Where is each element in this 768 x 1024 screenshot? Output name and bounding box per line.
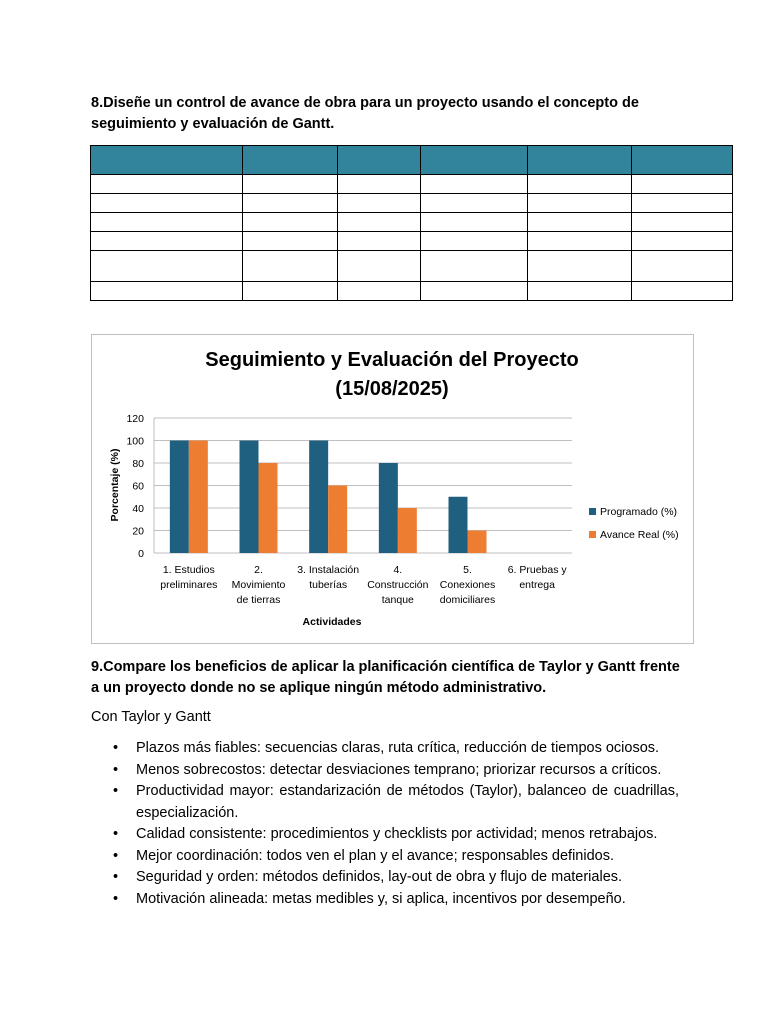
table-cell bbox=[632, 194, 733, 213]
progress-chart bbox=[91, 334, 694, 644]
header-cell bbox=[421, 146, 528, 175]
legend-label: Avance Real (%) bbox=[600, 529, 679, 541]
y-tick-label: 80 bbox=[132, 458, 144, 470]
x-tick-label-line: Movimiento bbox=[231, 579, 286, 591]
list-item bbox=[91, 760, 679, 782]
table-cell bbox=[243, 175, 338, 194]
header-cell bbox=[528, 146, 632, 175]
x-tick-label bbox=[440, 564, 495, 606]
y-tick-label: 0 bbox=[138, 548, 144, 560]
table-cell bbox=[243, 194, 338, 213]
x-tick-label-line: 5. bbox=[463, 564, 472, 576]
legend-swatch bbox=[589, 531, 596, 538]
table-cell bbox=[91, 232, 243, 251]
x-tick-label-line: Construcción bbox=[367, 579, 429, 591]
x-tick-label-line: tuberías bbox=[309, 579, 348, 591]
table-cell bbox=[528, 232, 632, 251]
bar-avance-real bbox=[468, 531, 487, 554]
table-cell bbox=[632, 251, 733, 282]
table-row bbox=[91, 194, 733, 213]
list-item bbox=[91, 867, 679, 889]
x-tick-label-line: 6. Pruebas y bbox=[507, 564, 567, 576]
chart-legend bbox=[589, 506, 679, 541]
x-tick-label-line: entrega bbox=[519, 579, 555, 591]
bar-avance-real bbox=[328, 486, 347, 554]
x-tick-label-line: 1. Estudios bbox=[162, 564, 215, 576]
bullet-icon: • bbox=[113, 761, 119, 778]
table-cell bbox=[243, 282, 338, 301]
y-tick-label: 20 bbox=[132, 525, 144, 538]
bar-avance-real bbox=[259, 463, 278, 553]
table-cell bbox=[338, 232, 421, 251]
table-cell bbox=[243, 213, 338, 232]
table-cell bbox=[528, 194, 632, 213]
table-cell bbox=[421, 194, 528, 213]
y-axis-label: Porcentaje (%) bbox=[109, 448, 121, 522]
benefits-list bbox=[91, 738, 679, 910]
list-item bbox=[91, 781, 679, 824]
y-tick-label: 100 bbox=[126, 435, 144, 448]
table-header-row bbox=[91, 146, 733, 175]
table-cell bbox=[91, 251, 243, 282]
bar-avance-real bbox=[398, 508, 417, 553]
chart-title: Seguimiento y Evaluación del Proyecto bbox=[205, 349, 579, 371]
bullet-icon: • bbox=[113, 890, 119, 907]
y-tick-label: 60 bbox=[132, 480, 144, 493]
table-cell bbox=[528, 175, 632, 194]
table-cell bbox=[421, 251, 528, 282]
table-cell bbox=[632, 282, 733, 301]
x-tick-label-line: tanque bbox=[381, 594, 414, 606]
table-row bbox=[91, 251, 733, 282]
bullet-icon: • bbox=[113, 869, 119, 885]
x-tick-label-line: 4. bbox=[393, 564, 403, 576]
header-cell bbox=[632, 146, 733, 175]
legend-swatch bbox=[589, 508, 596, 515]
legend-label: Programado (%) bbox=[600, 506, 678, 518]
table-cell bbox=[421, 175, 528, 194]
bullet-icon: • bbox=[113, 783, 119, 799]
header-cell bbox=[243, 146, 338, 175]
table-cell bbox=[338, 175, 421, 194]
x-tick-label-line: 2. bbox=[254, 564, 263, 576]
table-cell bbox=[421, 232, 528, 251]
x-tick-label bbox=[367, 564, 428, 606]
table-row bbox=[91, 232, 733, 251]
list-item bbox=[91, 846, 679, 868]
chart-svg bbox=[92, 335, 693, 643]
x-tick-label-line: Conexiones bbox=[439, 579, 496, 591]
table-cell bbox=[632, 175, 733, 194]
table-cell bbox=[338, 282, 421, 301]
table-row bbox=[91, 213, 733, 232]
list-item-text: Mejor coordinación: todos ven el plan y el avance; responsables definidos. bbox=[136, 847, 614, 864]
list-item-text: Productividad mayor: estandarización de métodos (Taylor), balanceo de cuadrillas, especialización. bbox=[136, 783, 679, 821]
bullet-icon: • bbox=[113, 847, 119, 864]
x-tick-label-line: domiciliares bbox=[439, 594, 496, 606]
x-tick-label bbox=[160, 564, 217, 591]
list-item bbox=[91, 889, 679, 911]
bullet-icon: • bbox=[113, 826, 119, 842]
bar-avance-real bbox=[189, 441, 208, 554]
table-cell bbox=[421, 213, 528, 232]
chart-gridlines bbox=[154, 418, 572, 553]
list-item bbox=[91, 738, 679, 760]
chart-subtitle: (15/08/2025) bbox=[335, 378, 449, 400]
x-tick-label bbox=[297, 564, 359, 591]
list-item-text: Motivación alineada: metas medibles y, si aplica, incentivos por desempeño. bbox=[136, 890, 626, 907]
table-cell bbox=[632, 213, 733, 232]
table-cell bbox=[421, 282, 528, 301]
table-cell bbox=[338, 251, 421, 282]
section-subtitle: Con Taylor y Gantt bbox=[91, 709, 211, 725]
table-cell bbox=[632, 232, 733, 251]
bullet-icon: • bbox=[113, 740, 119, 756]
table-cell bbox=[528, 213, 632, 232]
table-cell bbox=[528, 282, 632, 301]
table-row bbox=[91, 282, 733, 301]
header-cell bbox=[338, 146, 421, 175]
header-cell bbox=[91, 146, 243, 175]
list-item-text: Plazos más fiables: secuencias claras, ruta crítica, reducción de tiempos ociosos. bbox=[136, 740, 660, 756]
bar-programado bbox=[170, 441, 189, 554]
table-cell bbox=[338, 194, 421, 213]
list-item-text: Menos sobrecostos: detectar desviaciones temprano; priorizar recursos a críticos. bbox=[136, 761, 662, 778]
x-tick-label-line: 3. Instalación bbox=[297, 564, 360, 576]
x-tick-label-line: preliminares bbox=[160, 579, 218, 591]
bar-programado bbox=[449, 497, 468, 553]
table-cell bbox=[243, 251, 338, 282]
x-axis-label: Actividades bbox=[302, 616, 362, 628]
bar-programado bbox=[309, 441, 328, 554]
list-item-text: Seguridad y orden: métodos definidos, lay-out de obra y flujo de materiales. bbox=[136, 869, 623, 885]
table-cell bbox=[528, 251, 632, 282]
table-cell bbox=[338, 213, 421, 232]
list-item-text: Calidad consistente: procedimientos y checklists por actividad; menos retrabajos. bbox=[136, 826, 658, 842]
table-cell bbox=[243, 232, 338, 251]
question-8-title: 8.Diseñe un control de avance de obra para un proyecto usando el concepto de seguimiento y evaluación de Gantt. bbox=[91, 95, 639, 132]
bar-programado bbox=[379, 463, 398, 553]
y-tick-label: 120 bbox=[126, 413, 144, 425]
table-cell bbox=[91, 175, 243, 194]
y-tick-label: 40 bbox=[132, 503, 144, 515]
table-cell bbox=[91, 194, 243, 213]
chart-bars bbox=[170, 441, 487, 554]
list-item bbox=[91, 824, 679, 846]
table-cell bbox=[91, 213, 243, 232]
x-tick-label bbox=[508, 564, 568, 591]
gantt-control-table bbox=[90, 145, 733, 301]
x-tick-label-line: de tierras bbox=[236, 594, 281, 606]
table-cell bbox=[91, 282, 243, 301]
question-9-title: 9.Compare los beneficios de aplicar la planificación científica de Taylor y Gantt frente a un proyecto donde no se aplique ningún método administrativo. bbox=[91, 659, 680, 696]
x-tick-label bbox=[232, 564, 286, 606]
bar-programado bbox=[240, 441, 259, 554]
table-row bbox=[91, 175, 733, 194]
